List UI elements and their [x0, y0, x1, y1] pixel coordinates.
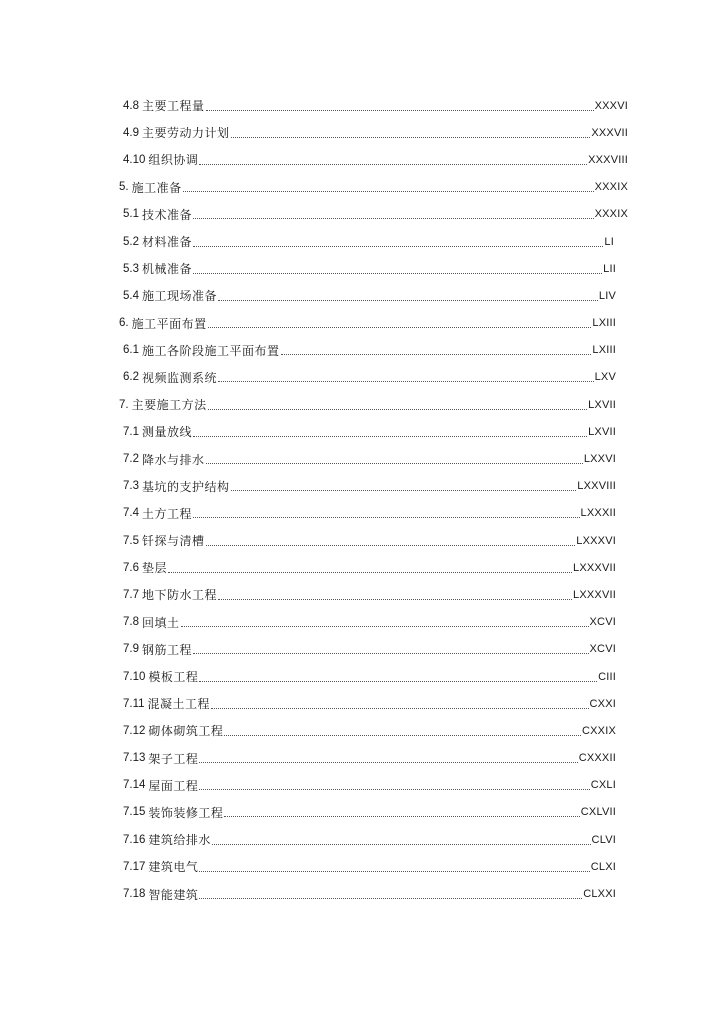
dot-leader [211, 707, 588, 709]
toc-entry-number: 5.1 [123, 208, 139, 221]
toc-entry-title: 降水与排水 [142, 452, 205, 467]
toc-entry[interactable] [0, 500, 616, 527]
toc-entry-number: 6.1 [123, 344, 139, 357]
dot-leader [208, 408, 587, 410]
toc-entry-page: LXXXVII [573, 561, 616, 574]
toc-entry-number: 7.17 [123, 860, 146, 873]
dot-leader [212, 843, 591, 845]
toc-entry[interactable] [0, 826, 616, 853]
dot-leader [193, 652, 589, 654]
toc-entry-number: 7.5 [123, 534, 139, 547]
toc-entry-title: 施工各阶段施工平面布置 [142, 343, 280, 358]
dot-leader [193, 272, 602, 274]
toc-entry-page: CXXI [589, 697, 616, 710]
toc-entry[interactable] [0, 581, 616, 608]
toc-entry-title: 回填土 [142, 615, 180, 630]
toc-entry[interactable] [0, 799, 616, 826]
toc-entry-number: 7.11 [123, 697, 145, 710]
dot-leader [281, 353, 592, 355]
toc-entry-number: 5.4 [123, 289, 139, 302]
toc-entry-page: LXXXVII [573, 588, 616, 601]
toc-entry-page: XXXVI [594, 99, 628, 112]
table-of-contents [0, 92, 724, 908]
toc-entry-title: 建筑电气 [148, 860, 199, 875]
toc-entry-number: 7.7 [123, 588, 139, 601]
toc-entry-number: 7. [119, 398, 129, 411]
dot-leader [181, 625, 589, 627]
toc-entry-number: 7.16 [123, 833, 146, 846]
toc-entry-title: 基坑的支护结构 [142, 479, 230, 494]
toc-entry[interactable] [0, 146, 628, 173]
dot-leader [193, 217, 594, 219]
toc-entry[interactable] [0, 445, 616, 472]
dot-leader [218, 598, 572, 600]
dot-leader [206, 462, 583, 464]
toc-entry-number: 6. [119, 317, 129, 330]
toc-entry-page: CIII [598, 670, 616, 683]
toc-entry[interactable] [0, 663, 616, 690]
toc-entry-number: 5. [119, 181, 129, 194]
toc-entry-page: LXVII [588, 425, 616, 438]
toc-entry[interactable] [0, 310, 616, 337]
toc-entry-title: 施工准备 [131, 180, 182, 195]
dot-leader [183, 190, 594, 192]
toc-entry-page: XXXVIII [588, 153, 628, 166]
toc-entry[interactable] [0, 880, 616, 907]
dot-leader [193, 435, 587, 437]
toc-entry-page: LXV [594, 371, 616, 384]
toc-entry-page: CXXXII [578, 752, 616, 765]
toc-entry-title: 钢筋工程 [142, 642, 193, 657]
toc-entry-page: LXIII [592, 344, 616, 357]
toc-entry-page: LXXXII [580, 507, 616, 520]
toc-entry-title: 架子工程 [148, 751, 199, 766]
toc-entry-number: 7.3 [123, 480, 139, 493]
toc-entry-title: 测量放线 [142, 425, 193, 440]
toc-entry[interactable] [0, 337, 616, 364]
toc-entry-number: 7.18 [123, 888, 146, 901]
dot-leader [199, 680, 597, 682]
toc-entry-number: 4.10 [123, 153, 146, 166]
toc-entry[interactable] [0, 473, 616, 500]
toc-entry-page: XXXIX [594, 208, 628, 221]
toc-entry-page: LIV [598, 289, 616, 302]
dot-leader [168, 571, 572, 573]
dot-leader [199, 163, 587, 165]
toc-entry-title: 施工平面布置 [131, 316, 207, 331]
toc-entry-number: 4.8 [123, 99, 139, 112]
toc-entry-page: LXXVI [583, 453, 616, 466]
toc-entry-number: 7.6 [123, 561, 139, 574]
toc-entry-title: 屋面工程 [148, 778, 199, 793]
dot-leader [206, 109, 594, 111]
toc-entry-title: 模板工程 [148, 670, 199, 685]
toc-entry-page: LXXVIII [577, 480, 616, 493]
toc-entry-page: LII [603, 262, 616, 275]
toc-entry-number: 7.13 [123, 752, 146, 765]
toc-entry-title: 技术准备 [142, 207, 193, 222]
toc-entry-number: 6.2 [123, 371, 139, 384]
toc-entry[interactable] [0, 554, 616, 581]
toc-entry-number: 5.2 [123, 235, 139, 248]
toc-entry-title: 装饰装修工程 [148, 805, 224, 820]
dot-leader [199, 870, 589, 872]
toc-entry-page: CLXXI [583, 888, 616, 901]
toc-entry-title: 主要劳动力计划 [142, 126, 230, 141]
dot-leader [193, 516, 580, 518]
toc-entry-number: 7.8 [123, 616, 139, 629]
toc-entry[interactable] [0, 745, 616, 772]
toc-entry-title: 垫层 [142, 561, 168, 576]
dot-leader [199, 788, 589, 790]
dot-leader [199, 897, 582, 899]
toc-entry-title: 土方工程 [142, 506, 193, 521]
toc-entry-number: 5.3 [123, 262, 139, 275]
toc-entry-title: 施工现场准备 [142, 289, 218, 304]
toc-entry-number: 7.15 [123, 806, 146, 819]
toc-entry-number: 7.4 [123, 507, 139, 520]
toc-entry-title: 混凝土工程 [147, 697, 211, 712]
toc-entry-title: 主要工程量 [142, 99, 205, 114]
toc-entry-title: 地下防水工程 [142, 588, 218, 603]
toc-entry-page: LXXXVI [576, 534, 616, 547]
toc-entry-page: XXXVII [591, 126, 628, 139]
toc-entry[interactable] [0, 391, 616, 418]
toc-entry-page: XXXIX [594, 181, 628, 194]
toc-entry-title: 钎探与清槽 [142, 534, 205, 549]
toc-entry-title: 材料准备 [142, 235, 193, 250]
toc-entry-number: 7.12 [123, 724, 146, 737]
dot-leader [224, 815, 579, 817]
toc-entry[interactable] [0, 717, 616, 744]
dot-leader [231, 489, 577, 491]
toc-entry[interactable] [0, 228, 614, 255]
dot-leader [231, 136, 591, 138]
toc-entry-title: 组织协调 [148, 153, 199, 168]
toc-entry[interactable] [0, 282, 616, 309]
toc-entry-title: 主要施工方法 [131, 398, 207, 413]
toc-entry-number: 4.9 [123, 126, 139, 139]
toc-entry-title: 机械准备 [142, 262, 193, 277]
toc-entry[interactable] [0, 201, 628, 228]
toc-entry-number: 7.1 [123, 425, 139, 438]
toc-entry-title: 视频监测系统 [142, 370, 218, 385]
toc-entry[interactable] [0, 255, 616, 282]
toc-entry[interactable] [0, 418, 616, 445]
dot-leader [206, 544, 576, 546]
toc-entry-page: LI [604, 235, 614, 248]
dot-leader [218, 380, 594, 382]
dot-leader [218, 299, 598, 301]
toc-entry-page: XCVI [589, 643, 616, 656]
dot-leader [224, 734, 581, 736]
toc-entry[interactable] [0, 772, 616, 799]
dot-leader [208, 326, 592, 328]
toc-entry-title: 智能建筑 [148, 887, 199, 902]
dot-leader [193, 245, 603, 247]
toc-entry[interactable] [0, 119, 628, 146]
toc-entry-page: XCVI [589, 616, 616, 629]
toc-entry[interactable] [0, 174, 628, 201]
toc-entry-number: 7.2 [123, 453, 139, 466]
toc-entry[interactable] [0, 527, 616, 554]
toc-entry[interactable] [0, 636, 616, 663]
toc-entry-page: CXXIX [581, 724, 616, 737]
toc-entry[interactable] [0, 690, 616, 717]
toc-entry-title: 砌体砌筑工程 [148, 724, 224, 739]
dot-leader [199, 761, 577, 763]
toc-entry-page: CLVI [591, 833, 616, 846]
toc-entry-number: 7.14 [123, 779, 146, 792]
toc-entry[interactable] [0, 364, 616, 391]
toc-entry-page: CXLI [590, 779, 616, 792]
toc-entry[interactable] [0, 853, 616, 880]
toc-entry-page: CXLVII [580, 806, 616, 819]
toc-entry[interactable] [0, 92, 628, 119]
toc-entry-number: 7.9 [123, 643, 139, 656]
toc-entry-page: LXVII [588, 398, 616, 411]
toc-entry-number: 7.10 [123, 670, 146, 683]
toc-entry-page: LXIII [592, 317, 616, 330]
toc-entry[interactable] [0, 609, 616, 636]
toc-entry-title: 建筑给排水 [148, 833, 211, 848]
toc-entry-page: CLXI [590, 860, 616, 873]
